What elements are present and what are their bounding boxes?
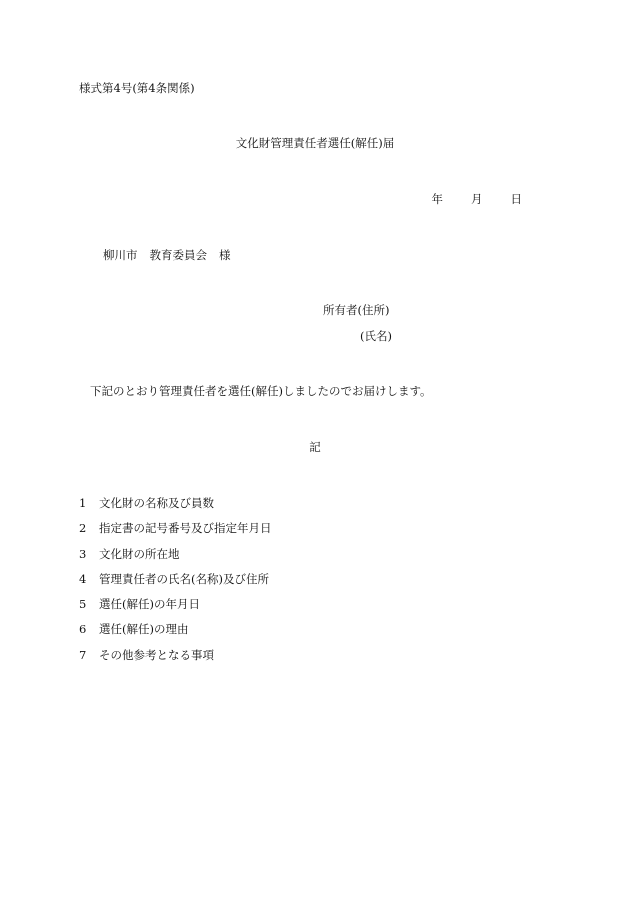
- item-text: 選任(解任)の理由: [99, 622, 189, 637]
- item-number: 5: [79, 597, 87, 612]
- list-item: [79, 571, 272, 599]
- item-number: 2: [79, 521, 87, 536]
- date-line: [432, 194, 523, 206]
- document-title: 文化財管理責任者選任(解任)届: [235, 136, 395, 150]
- date-year: 年: [431, 192, 443, 206]
- list-item: [79, 647, 272, 675]
- addressee-board: 教育委員会: [149, 248, 207, 262]
- addressee: [103, 250, 231, 262]
- date-day: 日: [510, 192, 522, 206]
- item-text: 管理責任者の氏名(名称)及び住所: [99, 571, 269, 586]
- list-item: [79, 523, 272, 548]
- item-list: [79, 498, 272, 675]
- intro-paragraph: 下記のとおり管理責任者を選任(解任)しましたのでお届けします。: [90, 384, 432, 398]
- item-number: 6: [79, 622, 87, 637]
- list-item: [79, 624, 272, 649]
- ki-heading: 記: [309, 440, 321, 454]
- item-number: 4: [79, 571, 87, 586]
- list-item: [79, 498, 272, 523]
- item-text: その他参考となる事項: [99, 647, 214, 662]
- addressee-honorific: 様: [219, 248, 231, 262]
- item-text: 文化財の所在地: [99, 546, 180, 561]
- list-item: [79, 599, 272, 624]
- item-text: 選任(解任)の年月日: [99, 597, 200, 612]
- form-number: 様式第4号(第4条関係): [79, 81, 195, 95]
- item-number: 7: [79, 647, 87, 662]
- owner-address-label: 所有者(住所): [323, 303, 390, 317]
- item-text: 文化財の名称及び員数: [99, 496, 214, 510]
- item-text: 指定書の記号番号及び指定年月日: [99, 521, 272, 536]
- date-month: 月: [471, 192, 483, 206]
- list-item: [79, 546, 272, 574]
- item-number: 1: [79, 496, 87, 510]
- owner-name-label: (氏名): [360, 329, 392, 343]
- item-number: 3: [79, 546, 87, 561]
- addressee-city: 柳川市: [103, 248, 138, 262]
